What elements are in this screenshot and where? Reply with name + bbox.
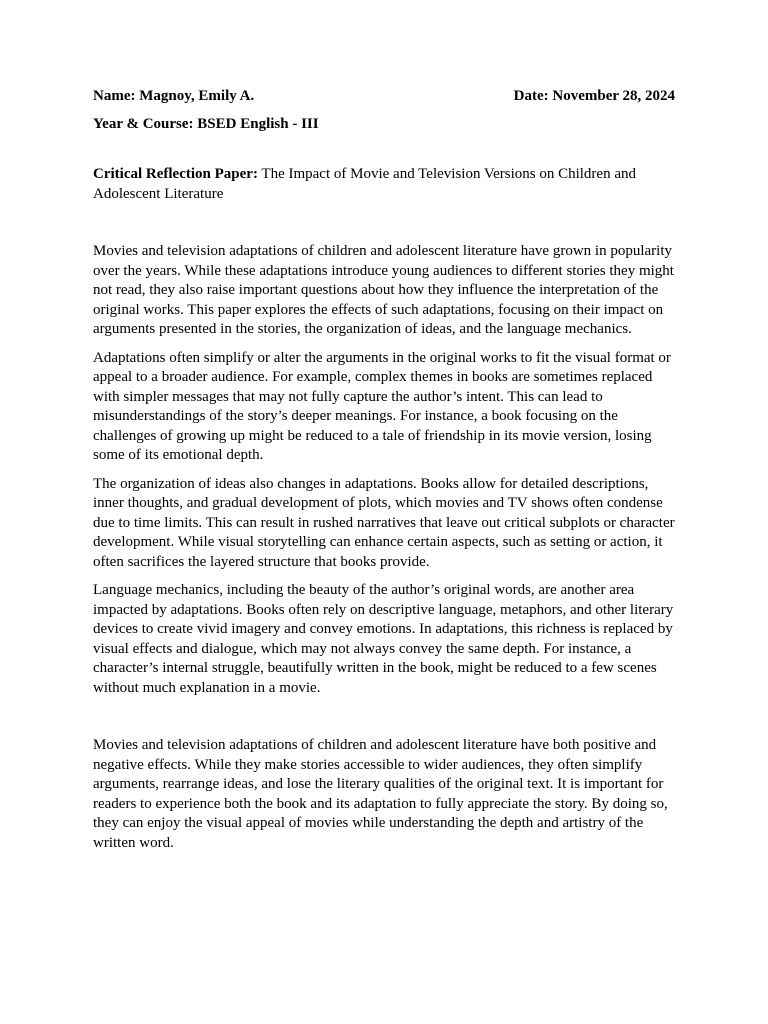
paragraph-conclusion: Movies and television adaptations of children and adolescent literature have both positive and negative effects. While they make stories accessible to wider audiences, they often simplify arguments, rearrange ideas, and lose the literary qualities of the original text. It is important for readers to experience both the book and its adaptation to fully appreciate the story. By doing so, they can enjoy the visual appeal of movies while understanding the depth and artistry of the written word.	[93, 737, 668, 851]
document-page	[93, 86, 675, 853]
submission-date: Date: November 28, 2024	[513, 88, 675, 104]
student-name: Name: Magnoy, Emily A.	[93, 88, 255, 104]
paragraph-arguments: Adaptations often simplify or alter the arguments in the original works to fit the visual format or appeal to a broader audience. For example, complex themes in books are sometimes replaced with simpler messages that may not fully capture the author’s intent. This can lead to misunderstandings of the story’s deeper meanings. For instance, a book focusing on the challenges of growing up might be reduced to a tale of friendship in its movie version, losing some of its emotional depth.	[93, 349, 671, 463]
paper-title-label: Critical Reflection Paper:	[93, 166, 258, 182]
year-course: Year & Course: BSED English - III	[93, 116, 319, 132]
paper-title-text: The Impact of Movie and Television Versions on Children and Adolescent Literature	[93, 166, 636, 202]
paragraph-organization: The organization of ideas also changes in adaptations. Books allow for detailed descriptions, inner thoughts, and gradual development of plots, which movies and TV shows often condense due to time limits. This can result in rushed narratives that leave out critical subplots or character development. While visual storytelling can enhance certain aspects, such as setting or action, it often sacrifices the layered structure that books provide.	[93, 475, 675, 570]
paragraph-introduction: Movies and television adaptations of children and adolescent literature have grown in popularity over the years. While these adaptations introduce young audiences to different stories they might not read, they also raise important questions about how they influence the interpretation of the original works. This paper explores the effects of such adaptations, focusing on their impact on arguments presented in the stories, the organization of ideas, and the language mechanics.	[93, 243, 674, 337]
paper-title	[93, 165, 675, 204]
paragraph-language-mechanics: Language mechanics, including the beauty of the author’s original words, are another area impacted by adaptations. Books often rely on descriptive language, metaphors, and other literary devices to create vivid imagery and convey emotions. In adaptations, this richness is replaced by visual effects and dialogue, which may not always convey the same depth. For instance, a character’s internal struggle, beautifully written in the book, might be reduced to a few scenes without much explanation in a movie.	[93, 582, 674, 696]
header-row	[93, 86, 675, 106]
